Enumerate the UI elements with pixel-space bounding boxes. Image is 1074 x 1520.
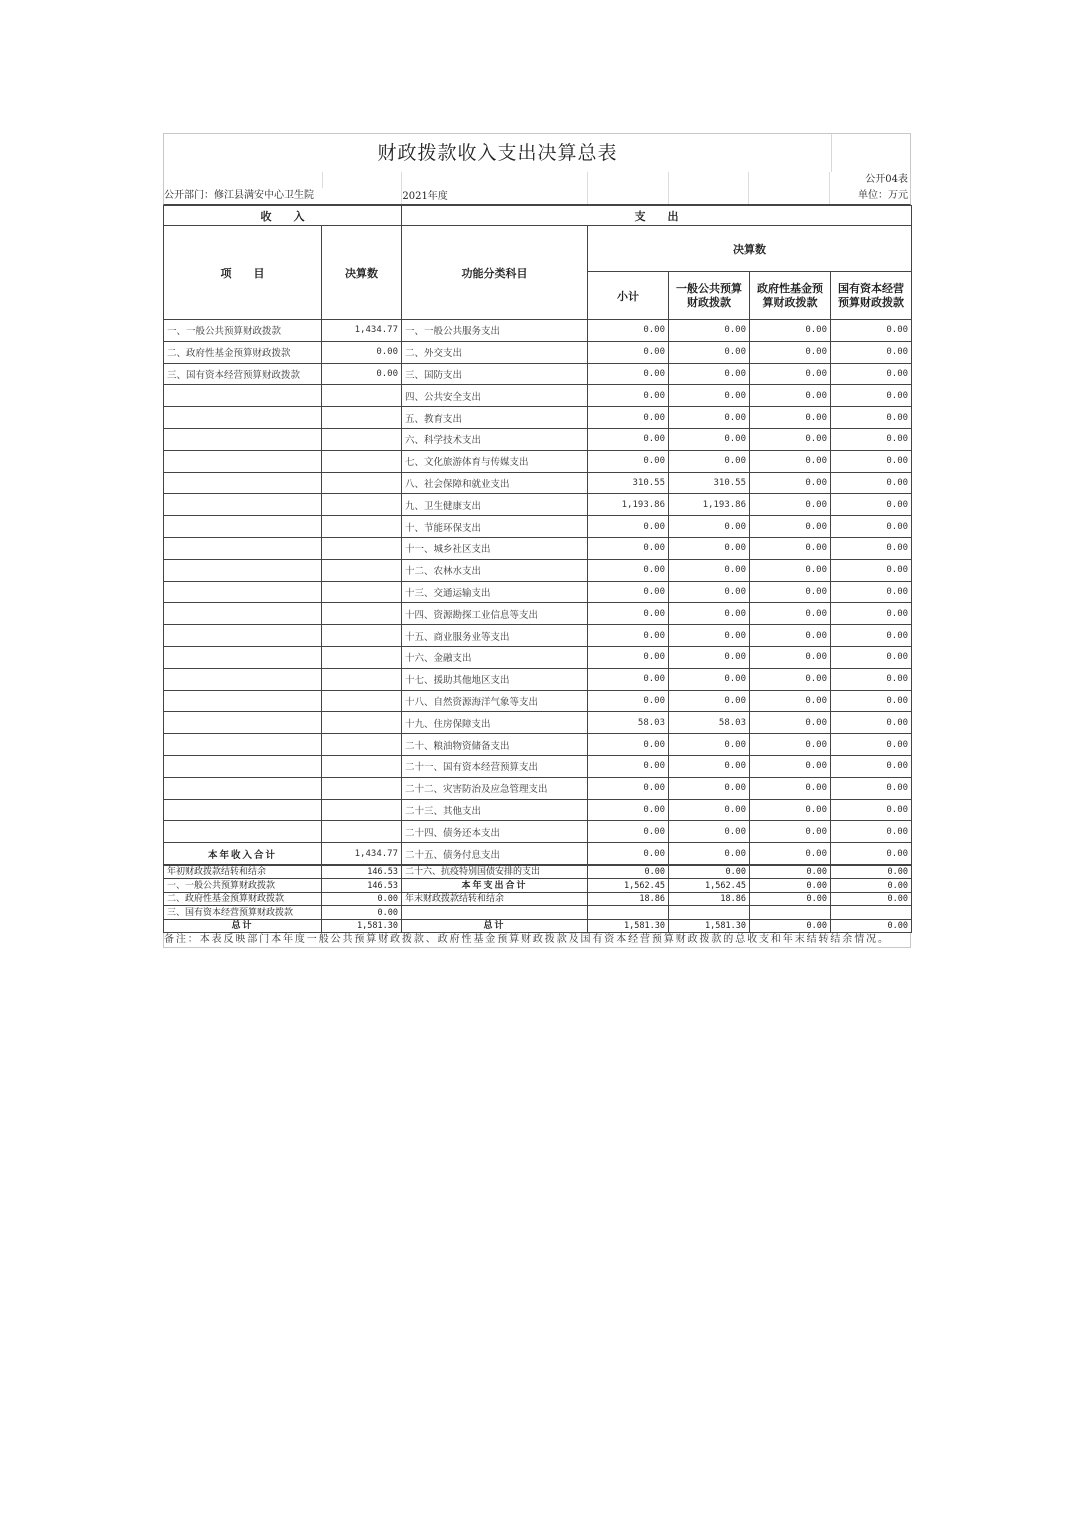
gov-fund-cell: 0.00 bbox=[750, 668, 831, 690]
category-cell: 三、国防支出 bbox=[402, 363, 588, 385]
state-capital-cell: 0.00 bbox=[831, 668, 912, 690]
income-header: 收 入 bbox=[164, 206, 402, 226]
general-budget-cell: 0.00 bbox=[669, 668, 750, 690]
income-item-cell bbox=[164, 428, 322, 450]
general-budget-cell: 0.00 bbox=[669, 363, 750, 385]
category-cell: 六、科学技术支出 bbox=[402, 428, 588, 450]
table-row bbox=[164, 906, 912, 920]
subtotal-cell: 0.00 bbox=[588, 603, 669, 625]
general-budget-cell: 1,581.30 bbox=[669, 919, 750, 933]
subtotal-cell: 0.00 bbox=[588, 799, 669, 821]
year-label: 2021年度 bbox=[401, 188, 587, 204]
category-cell: 十六、金融支出 bbox=[402, 646, 588, 668]
income-amount-cell bbox=[322, 428, 402, 450]
income-amount-cell: 146.53 bbox=[322, 879, 402, 893]
table-row bbox=[164, 799, 912, 821]
category-cell: 十七、援助其他地区支出 bbox=[402, 668, 588, 690]
form-code: 公开04表 bbox=[829, 172, 910, 188]
category-cell: 本年支出合计 bbox=[402, 879, 588, 893]
category-cell: 七、文化旅游体育与传媒支出 bbox=[402, 450, 588, 472]
table-row bbox=[164, 919, 912, 933]
income-item-cell bbox=[164, 777, 322, 799]
income-amount-cell: 1,581.30 bbox=[322, 919, 402, 933]
general-budget-cell: 0.00 bbox=[669, 734, 750, 756]
gov-fund-cell: 0.00 bbox=[750, 799, 831, 821]
gov-fund-cell: 0.00 bbox=[750, 428, 831, 450]
state-capital-cell: 0.00 bbox=[831, 799, 912, 821]
income-amount-cell bbox=[322, 625, 402, 647]
gov-fund-cell: 0.00 bbox=[750, 494, 831, 516]
subtotal-cell: 0.00 bbox=[588, 690, 669, 712]
general-budget-cell: 58.03 bbox=[669, 712, 750, 734]
general-budget-cell: 0.00 bbox=[669, 450, 750, 472]
state-capital-cell: 0.00 bbox=[831, 821, 912, 843]
income-item-cell bbox=[164, 516, 322, 538]
table-row bbox=[164, 450, 912, 472]
income-item-cell: 总计 bbox=[164, 919, 322, 933]
state-capital-cell: 0.00 bbox=[831, 777, 912, 799]
table-row bbox=[164, 603, 912, 625]
subtotal-cell: 0.00 bbox=[588, 777, 669, 799]
footnote: 备注：本表反映部门本年度一般公共预算财政拨款、政府性基金预算财政拨款及国有资本经营预算财政拨款的总收支和年末结转结余情况。 bbox=[163, 933, 911, 948]
subtotal-cell: 0.00 bbox=[588, 537, 669, 559]
state-capital-cell: 0.00 bbox=[831, 450, 912, 472]
category-cell: 二十三、其他支出 bbox=[402, 799, 588, 821]
general-budget-cell: 0.00 bbox=[669, 581, 750, 603]
state-capital-cell: 0.00 bbox=[831, 407, 912, 429]
meta-row-bottom bbox=[163, 188, 911, 205]
expense-header: 支 出 bbox=[402, 206, 912, 226]
state-capital-cell: 0.00 bbox=[831, 581, 912, 603]
general-budget-cell: 0.00 bbox=[669, 320, 750, 342]
income-item-cell bbox=[164, 407, 322, 429]
income-amount-cell: 0.00 bbox=[322, 341, 402, 363]
gov-fund-cell: 0.00 bbox=[750, 892, 831, 906]
income-item-cell: 年初财政拨款结转和结余 bbox=[164, 865, 322, 879]
category-cell: 四、公共安全支出 bbox=[402, 385, 588, 407]
subtotal-cell: 0.00 bbox=[588, 363, 669, 385]
subtotal-cell: 0.00 bbox=[588, 428, 669, 450]
table-row bbox=[164, 341, 912, 363]
category-cell: 五、教育支出 bbox=[402, 407, 588, 429]
income-amount-cell: 1,434.77 bbox=[322, 843, 402, 865]
income-item-cell: 本年收入合计 bbox=[164, 843, 322, 865]
subtotal-cell: 0.00 bbox=[588, 843, 669, 865]
income-amount-cell bbox=[322, 450, 402, 472]
gov-fund-cell: 0.00 bbox=[750, 385, 831, 407]
state-capital-cell: 0.00 bbox=[831, 537, 912, 559]
table-row bbox=[164, 734, 912, 756]
statement-tail-table bbox=[163, 865, 912, 934]
gov-fund-cell: 0.00 bbox=[750, 625, 831, 647]
general-budget-cell bbox=[669, 906, 750, 920]
subtotal-cell: 1,581.30 bbox=[588, 919, 669, 933]
subtotal-cell: 0.00 bbox=[588, 581, 669, 603]
income-amount-cell bbox=[322, 799, 402, 821]
table-row bbox=[164, 559, 912, 581]
table-row bbox=[164, 821, 912, 843]
gov-fund-cell: 0.00 bbox=[750, 559, 831, 581]
income-amount-cell bbox=[322, 668, 402, 690]
subtotal-cell: 0.00 bbox=[588, 821, 669, 843]
gov-fund-cell: 0.00 bbox=[750, 407, 831, 429]
income-item-cell bbox=[164, 799, 322, 821]
subtotal-cell: 0.00 bbox=[588, 559, 669, 581]
income-amount-cell: 0.00 bbox=[322, 906, 402, 920]
category-cell bbox=[402, 906, 588, 920]
table-row bbox=[164, 516, 912, 538]
subtotal-cell: 1,193.86 bbox=[588, 494, 669, 516]
income-amount-cell: 0.00 bbox=[322, 363, 402, 385]
gov-fund-cell: 0.00 bbox=[750, 712, 831, 734]
table-row bbox=[164, 537, 912, 559]
category-cell: 二十二、灾害防治及应急管理支出 bbox=[402, 777, 588, 799]
income-item-cell bbox=[164, 603, 322, 625]
subtotal-cell: 0.00 bbox=[588, 516, 669, 538]
income-item-cell bbox=[164, 646, 322, 668]
subtotal-cell: 0.00 bbox=[588, 646, 669, 668]
gov-fund-cell: 0.00 bbox=[750, 919, 831, 933]
general-budget-cell: 0.00 bbox=[669, 646, 750, 668]
income-amount-cell bbox=[322, 494, 402, 516]
income-item-cell: 一、一般公共预算财政拨款 bbox=[164, 320, 322, 342]
state-capital-cell: 0.00 bbox=[831, 625, 912, 647]
table-row bbox=[164, 879, 912, 893]
table-row bbox=[164, 755, 912, 777]
general-budget-cell: 0.00 bbox=[669, 865, 750, 879]
category-cell: 二十一、国有资本经营预算支出 bbox=[402, 755, 588, 777]
income-item-cell: 三、国有资本经营预算财政拨款 bbox=[164, 906, 322, 920]
income-amount-cell bbox=[322, 516, 402, 538]
table-row bbox=[164, 385, 912, 407]
subtotal-cell: 1,562.45 bbox=[588, 879, 669, 893]
category-cell: 总计 bbox=[402, 919, 588, 933]
category-cell: 二、外交支出 bbox=[402, 341, 588, 363]
statement-table bbox=[163, 205, 912, 865]
category-cell: 十五、商业服务业等支出 bbox=[402, 625, 588, 647]
income-item-cell bbox=[164, 472, 322, 494]
table-row bbox=[164, 777, 912, 799]
gov-fund-cell bbox=[750, 906, 831, 920]
general-budget-cell: 0.00 bbox=[669, 603, 750, 625]
table-row bbox=[164, 865, 912, 879]
income-item-cell bbox=[164, 494, 322, 516]
gov-fund-cell: 0.00 bbox=[750, 581, 831, 603]
gov-fund-cell: 0.00 bbox=[750, 320, 831, 342]
table-row bbox=[164, 690, 912, 712]
subtotal-cell: 0.00 bbox=[588, 341, 669, 363]
gov-fund-cell: 0.00 bbox=[750, 341, 831, 363]
income-item-cell bbox=[164, 821, 322, 843]
gov-fund-cell: 0.00 bbox=[750, 516, 831, 538]
income-amount-cell bbox=[322, 712, 402, 734]
income-item-cell bbox=[164, 668, 322, 690]
category-cell: 年末财政拨款结转和结余 bbox=[402, 892, 588, 906]
general-budget-cell: 18.86 bbox=[669, 892, 750, 906]
function-category-header: 功能分类科目 bbox=[402, 226, 588, 320]
income-amount-cell bbox=[322, 821, 402, 843]
income-item-cell bbox=[164, 450, 322, 472]
final-amount-header: 决算数 bbox=[588, 226, 912, 272]
income-amount-cell bbox=[322, 581, 402, 603]
meta-row-top bbox=[163, 172, 911, 188]
general-budget-cell: 0.00 bbox=[669, 690, 750, 712]
table-row bbox=[164, 320, 912, 342]
general-budget-cell: 1,562.45 bbox=[669, 879, 750, 893]
gov-fund-cell: 0.00 bbox=[750, 734, 831, 756]
subtotal-cell: 0.00 bbox=[588, 407, 669, 429]
income-item-cell bbox=[164, 690, 322, 712]
gov-fund-cell: 0.00 bbox=[750, 450, 831, 472]
table-row bbox=[164, 363, 912, 385]
general-budget-cell: 0.00 bbox=[669, 537, 750, 559]
state-capital-cell: 0.00 bbox=[831, 363, 912, 385]
table-row bbox=[164, 892, 912, 906]
title-row bbox=[163, 133, 911, 172]
income-amount-cell bbox=[322, 755, 402, 777]
unit-label: 单位：万元 bbox=[829, 188, 910, 204]
table-row bbox=[164, 407, 912, 429]
general-budget-cell: 0.00 bbox=[669, 428, 750, 450]
category-cell: 十九、住房保障支出 bbox=[402, 712, 588, 734]
subtotal-header: 小计 bbox=[588, 272, 669, 320]
state-capital-cell: 0.00 bbox=[831, 494, 912, 516]
gov-fund-cell: 0.00 bbox=[750, 821, 831, 843]
income-item-cell bbox=[164, 755, 322, 777]
gov-fund-cell: 0.00 bbox=[750, 879, 831, 893]
subtotal-cell: 58.03 bbox=[588, 712, 669, 734]
category-cell: 一、一般公共服务支出 bbox=[402, 320, 588, 342]
income-amount-cell bbox=[322, 603, 402, 625]
income-item-cell bbox=[164, 625, 322, 647]
income-amount-cell bbox=[322, 559, 402, 581]
state-capital-cell: 0.00 bbox=[831, 516, 912, 538]
item-header: 项 目 bbox=[164, 226, 322, 320]
gov-fund-cell: 0.00 bbox=[750, 363, 831, 385]
subtotal-cell: 0.00 bbox=[588, 385, 669, 407]
gov-fund-header: 政府性基金预算财政拨款 bbox=[750, 272, 831, 320]
subtotal-cell: 18.86 bbox=[588, 892, 669, 906]
income-item-cell: 二、政府性基金预算财政拨款 bbox=[164, 892, 322, 906]
state-capital-cell bbox=[831, 906, 912, 920]
income-item-cell: 二、政府性基金预算财政拨款 bbox=[164, 341, 322, 363]
state-capital-cell: 0.00 bbox=[831, 646, 912, 668]
gov-fund-cell: 0.00 bbox=[750, 865, 831, 879]
income-item-cell bbox=[164, 712, 322, 734]
subtotal-cell: 0.00 bbox=[588, 865, 669, 879]
income-item-cell bbox=[164, 734, 322, 756]
table-row bbox=[164, 581, 912, 603]
general-budget-cell: 1,193.86 bbox=[669, 494, 750, 516]
state-capital-cell: 0.00 bbox=[831, 690, 912, 712]
gov-fund-cell: 0.00 bbox=[750, 777, 831, 799]
general-budget-header: 一般公共预算财政拨款 bbox=[669, 272, 750, 320]
table-row bbox=[164, 843, 912, 865]
income-amount-cell bbox=[322, 646, 402, 668]
table-row bbox=[164, 712, 912, 734]
category-cell: 八、社会保障和就业支出 bbox=[402, 472, 588, 494]
subtotal-cell: 0.00 bbox=[588, 668, 669, 690]
state-capital-cell: 0.00 bbox=[831, 865, 912, 879]
category-cell: 十、节能环保支出 bbox=[402, 516, 588, 538]
state-capital-cell: 0.00 bbox=[831, 320, 912, 342]
state-capital-cell: 0.00 bbox=[831, 472, 912, 494]
general-budget-cell: 0.00 bbox=[669, 385, 750, 407]
income-amount-cell bbox=[322, 777, 402, 799]
category-cell: 十三、交通运输支出 bbox=[402, 581, 588, 603]
general-budget-cell: 0.00 bbox=[669, 843, 750, 865]
state-capital-cell: 0.00 bbox=[831, 879, 912, 893]
state-capital-cell: 0.00 bbox=[831, 559, 912, 581]
subtotal-cell: 310.55 bbox=[588, 472, 669, 494]
state-capital-cell: 0.00 bbox=[831, 919, 912, 933]
subtotal-cell bbox=[588, 906, 669, 920]
category-cell: 十二、农林水支出 bbox=[402, 559, 588, 581]
income-amount-cell bbox=[322, 385, 402, 407]
income-amount-cell bbox=[322, 537, 402, 559]
general-budget-cell: 0.00 bbox=[669, 625, 750, 647]
gov-fund-cell: 0.00 bbox=[750, 755, 831, 777]
table-row bbox=[164, 668, 912, 690]
income-amount-cell bbox=[322, 734, 402, 756]
general-budget-cell: 310.55 bbox=[669, 472, 750, 494]
general-budget-cell: 0.00 bbox=[669, 407, 750, 429]
subtotal-cell: 0.00 bbox=[588, 450, 669, 472]
state-capital-cell: 0.00 bbox=[831, 892, 912, 906]
table-row bbox=[164, 428, 912, 450]
page-title: 财政拨款收入支出决算总表 bbox=[377, 142, 618, 164]
gov-fund-cell: 0.00 bbox=[750, 537, 831, 559]
income-item-cell bbox=[164, 385, 322, 407]
general-budget-cell: 0.00 bbox=[669, 821, 750, 843]
subtotal-cell: 0.00 bbox=[588, 320, 669, 342]
state-capital-cell: 0.00 bbox=[831, 341, 912, 363]
state-capital-cell: 0.00 bbox=[831, 712, 912, 734]
category-cell: 十一、城乡社区支出 bbox=[402, 537, 588, 559]
general-budget-cell: 0.00 bbox=[669, 755, 750, 777]
income-amount-cell: 146.53 bbox=[322, 865, 402, 879]
financial-statement-sheet bbox=[163, 133, 911, 948]
category-cell: 九、卫生健康支出 bbox=[402, 494, 588, 516]
table-row bbox=[164, 646, 912, 668]
gov-fund-cell: 0.00 bbox=[750, 690, 831, 712]
state-capital-header: 国有资本经营预算财政拨款 bbox=[831, 272, 912, 320]
income-amount-cell bbox=[322, 690, 402, 712]
category-cell: 十四、资源勘探工业信息等支出 bbox=[402, 603, 588, 625]
subtotal-cell: 0.00 bbox=[588, 734, 669, 756]
gov-fund-cell: 0.00 bbox=[750, 646, 831, 668]
income-amount-cell bbox=[322, 472, 402, 494]
category-cell: 二十、粮油物资储备支出 bbox=[402, 734, 588, 756]
state-capital-cell: 0.00 bbox=[831, 843, 912, 865]
gov-fund-cell: 0.00 bbox=[750, 843, 831, 865]
table-row bbox=[164, 472, 912, 494]
income-amount-cell bbox=[322, 407, 402, 429]
state-capital-cell: 0.00 bbox=[831, 385, 912, 407]
income-item-cell: 三、国有资本经营预算财政拨款 bbox=[164, 363, 322, 385]
category-cell: 十八、自然资源海洋气象等支出 bbox=[402, 690, 588, 712]
title-side-cell bbox=[831, 134, 910, 172]
general-budget-cell: 0.00 bbox=[669, 777, 750, 799]
income-item-cell bbox=[164, 537, 322, 559]
state-capital-cell: 0.00 bbox=[831, 603, 912, 625]
state-capital-cell: 0.00 bbox=[831, 428, 912, 450]
gov-fund-cell: 0.00 bbox=[750, 472, 831, 494]
general-budget-cell: 0.00 bbox=[669, 559, 750, 581]
income-amount-cell: 0.00 bbox=[322, 892, 402, 906]
gov-fund-cell: 0.00 bbox=[750, 603, 831, 625]
income-item-cell bbox=[164, 559, 322, 581]
general-budget-cell: 0.00 bbox=[669, 516, 750, 538]
table-row bbox=[164, 625, 912, 647]
general-budget-cell: 0.00 bbox=[669, 799, 750, 821]
state-capital-cell: 0.00 bbox=[831, 755, 912, 777]
category-cell: 二十六、抗疫特别国债安排的支出 bbox=[402, 865, 588, 879]
category-cell: 二十五、债务付息支出 bbox=[402, 843, 588, 865]
income-item-cell: 一、一般公共预算财政拨款 bbox=[164, 879, 322, 893]
amount-header: 决算数 bbox=[322, 226, 402, 320]
subtotal-cell: 0.00 bbox=[588, 755, 669, 777]
income-item-cell bbox=[164, 581, 322, 603]
general-budget-cell: 0.00 bbox=[669, 341, 750, 363]
income-amount-cell: 1,434.77 bbox=[322, 320, 402, 342]
state-capital-cell: 0.00 bbox=[831, 734, 912, 756]
department-label: 公开部门：修江县满安中心卫生院 bbox=[164, 190, 314, 201]
table-row bbox=[164, 494, 912, 516]
subtotal-cell: 0.00 bbox=[588, 625, 669, 647]
category-cell: 二十四、债务还本支出 bbox=[402, 821, 588, 843]
